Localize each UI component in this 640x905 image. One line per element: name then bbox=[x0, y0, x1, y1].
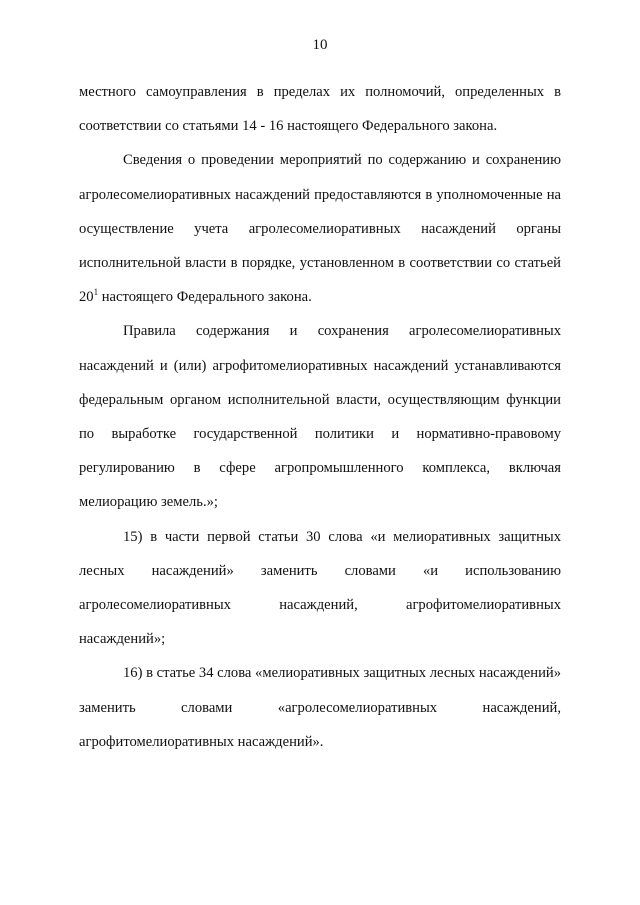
page-number: 10 bbox=[312, 37, 328, 53]
paragraph-item-16: 16) в статье 34 слова «мелиоративных защитных лесных насаждений» заменить словами «агролесомелиоративных насаждений, агрофитомелиоративных насаждений». bbox=[79, 665, 562, 750]
paragraph-rules: Правила содержания и сохранения агролесомелиоративных насаждений и (или) агрофитомелиоративных насаждений устанавливаются федеральным органом исполнительной власти, осуществляющим функции по выработке государственной политики и нормативно-правовому регулированию в сфере агропромышленного комплекса, включая мелиорацию земель.»; bbox=[79, 323, 561, 511]
paragraph-reporting-info bbox=[79, 143, 561, 314]
paragraph-item-15: 15) в части первой статьи 30 слова «и мелиоративных защитных лесных насаждений» заменить словами «и использованию агролесомелиоративных насаждений, агрофитомелиоративных насаждений»; bbox=[79, 528, 561, 648]
article-superscript: 1 bbox=[93, 287, 99, 298]
paragraph-text: Сведения о проведении мероприятий по содержанию и сохранению агролесомелиоративных насаждений предоставляются в уполномоченные на осуществление учета агролесомелиоративных насаждений органы исполнительной власти в порядке, установленном в соответствии со статьей 20 bbox=[79, 152, 561, 306]
paragraph-text-end: настоящего Федерального закона. bbox=[98, 289, 312, 306]
paragraph-continuation: местного самоуправления в пределах их полномочий, определенных в соответствии со статьями 14 - 16 настоящего Федерального закона. bbox=[79, 84, 561, 135]
document-body bbox=[79, 75, 561, 759]
